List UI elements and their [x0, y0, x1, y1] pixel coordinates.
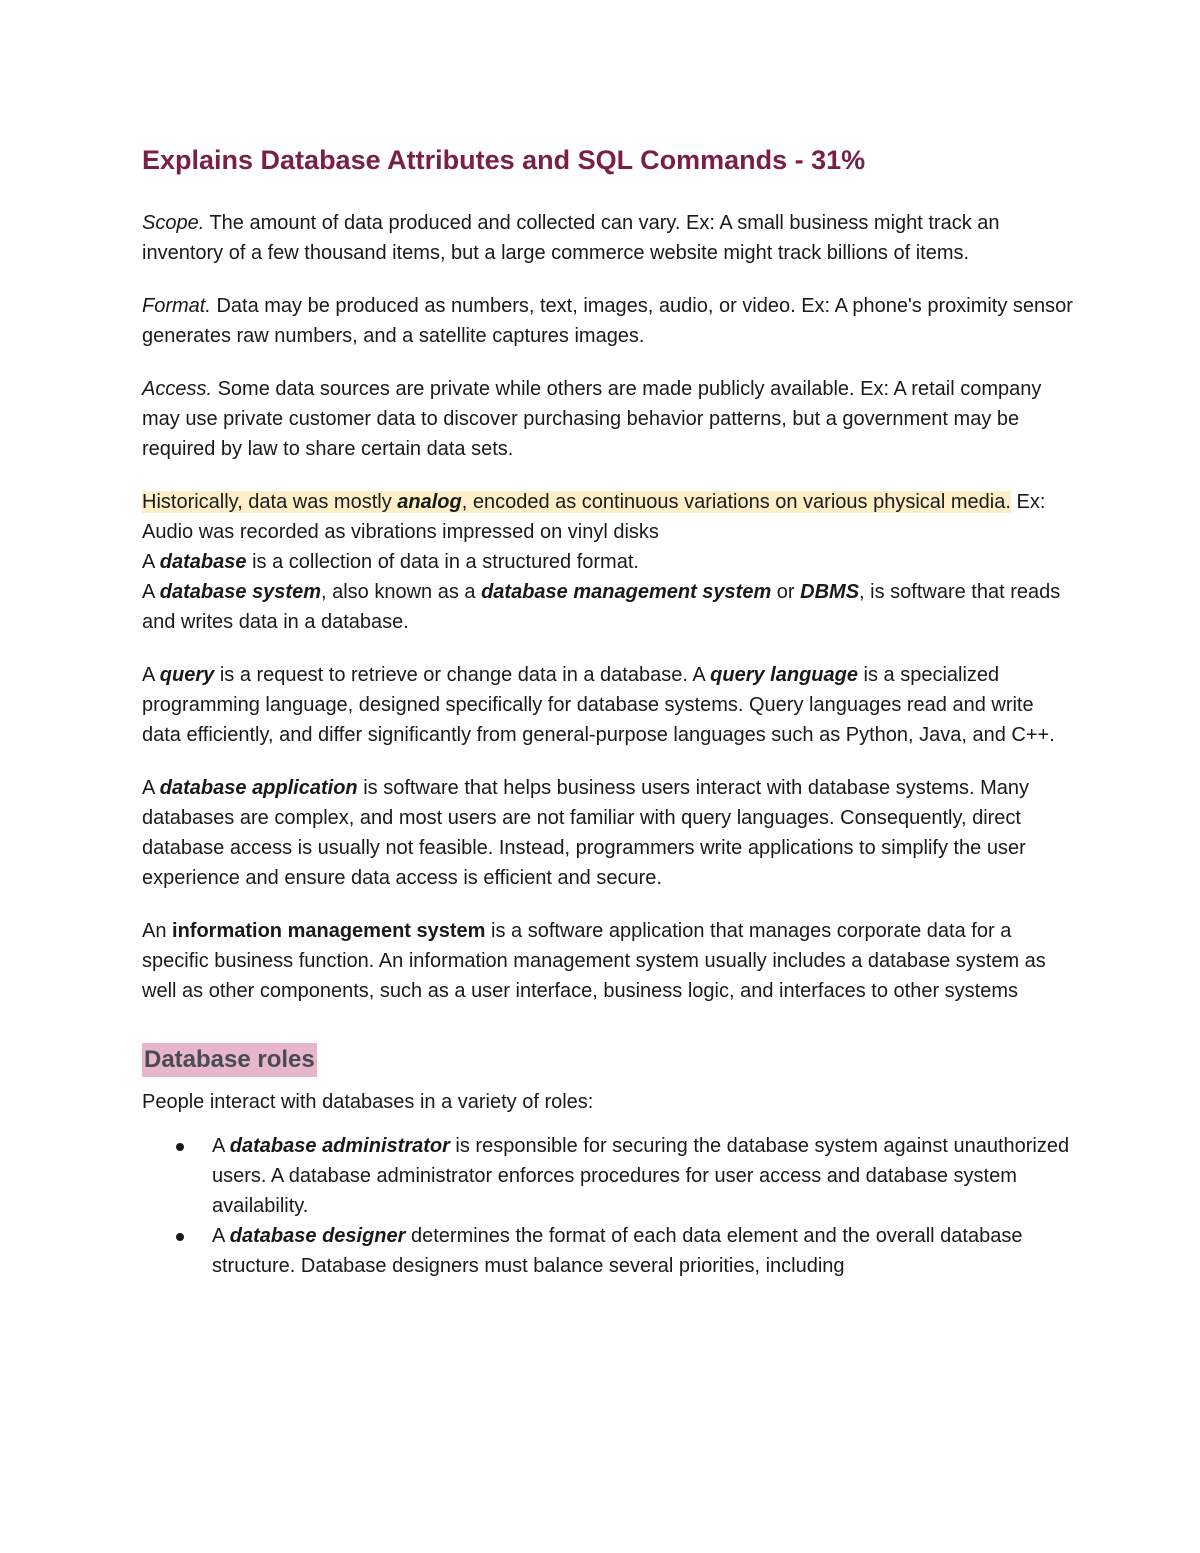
query-def-mid: is a request to retrieve or change data in a database. A	[214, 664, 711, 686]
database-definition	[142, 547, 1077, 577]
dbms-definition	[142, 577, 1077, 637]
historical-post: Ex: Audio was recorded as vibrations impressed on vinyl disks	[142, 491, 1046, 543]
ims-def-pre: An	[142, 920, 173, 942]
access-text: Some data sources are private while others are made publicly available. Ex: A retail company may use private customer data to discover purchasing behavior patterns, but a government may be required by law to share certain data sets.	[142, 378, 1042, 460]
dbms-def-pre: A	[142, 581, 160, 603]
role-pre: A	[212, 1225, 230, 1247]
bullet-icon	[176, 1143, 184, 1151]
list-item	[212, 1221, 1077, 1281]
highlighted-text	[142, 491, 1011, 513]
application-definition	[142, 773, 1077, 893]
term-dbms-full: database management system	[481, 581, 772, 603]
query-def-pre: A	[142, 664, 160, 686]
list-item	[212, 1131, 1077, 1221]
term-analog: analog	[397, 491, 462, 513]
access-paragraph	[142, 374, 1077, 464]
roles-intro: People interact with databases in a variety of roles:	[142, 1091, 594, 1113]
app-def-post: is software that helps business users interact with database systems. Many databases are complex, and most users are not familiar with query languages. Consequently, direct database access is usually not feasible. Instead, programmers write applications to simplify the user experience and ensure data access is efficient and secure.	[142, 777, 1030, 889]
dbms-def-mid1: , also known as a	[321, 581, 482, 603]
term-information-management-system: information management system	[172, 920, 486, 942]
format-paragraph	[142, 291, 1077, 351]
term-database-designer: database designer	[229, 1225, 406, 1247]
historical-pre: Historically, data was mostly	[142, 491, 398, 513]
role-description: is responsible for securing the database system against unauthorized users. A database administrator enforces procedures for user access and database system availability.	[212, 1135, 1070, 1217]
roles-list	[142, 1131, 1077, 1281]
format-label: Format.	[142, 295, 211, 317]
term-database-system: database system	[159, 581, 321, 603]
query-def-post: is a specialized programming language, designed specifically for database systems. Query languages read and write data efficiently, and differ significantly from general-purpose languages such as Python, Java, and C++.	[142, 664, 1055, 746]
term-database-administrator: database administrator	[229, 1135, 450, 1157]
query-definition	[142, 660, 1077, 750]
section-heading-database-roles: Database roles	[142, 1043, 317, 1077]
document-page	[142, 140, 1077, 1281]
term-database: database	[159, 551, 247, 573]
document-title: Explains Database Attributes and SQL Commands - 31%	[142, 145, 866, 175]
role-description: determines the format of each data element and the overall database structure. Database designers must balance several priorities, including	[212, 1225, 1023, 1277]
access-label: Access.	[142, 378, 213, 400]
dbms-def-mid2: or	[771, 581, 801, 603]
scope-paragraph	[142, 208, 1077, 268]
bullet-icon	[176, 1233, 184, 1241]
scope-text: The amount of data produced and collected can vary. Ex: A small business might track an inventory of a few thousand items, but a large commerce website might track billions of items.	[142, 212, 1000, 264]
term-database-application: database application	[159, 777, 358, 799]
app-def-pre: A	[142, 777, 160, 799]
term-query-language: query language	[710, 664, 858, 686]
dbms-def-post: , is software that reads and writes data in a database.	[142, 581, 1061, 633]
scope-label: Scope.	[142, 212, 205, 234]
format-text: Data may be produced as numbers, text, images, audio, or video. Ex: A phone's proximity sensor generates raw numbers, and a satellite captures images.	[142, 295, 1073, 347]
database-def-pre: A	[142, 551, 160, 573]
database-def-post: is a collection of data in a structured format.	[246, 551, 639, 573]
ims-definition	[142, 916, 1077, 1006]
term-dbms: DBMS	[800, 581, 860, 603]
role-pre: A	[212, 1135, 230, 1157]
ims-def-post: is a software application that manages corporate data for a specific business function. An information management system usually includes a database system as well as other components, such as a user interface, business logic, and interfaces to other systems	[142, 920, 1046, 1002]
historical-paragraph	[142, 487, 1077, 547]
historical-post-highlight: , encoded as continuous variations on various physical media.	[461, 491, 1011, 513]
term-query: query	[159, 664, 215, 686]
